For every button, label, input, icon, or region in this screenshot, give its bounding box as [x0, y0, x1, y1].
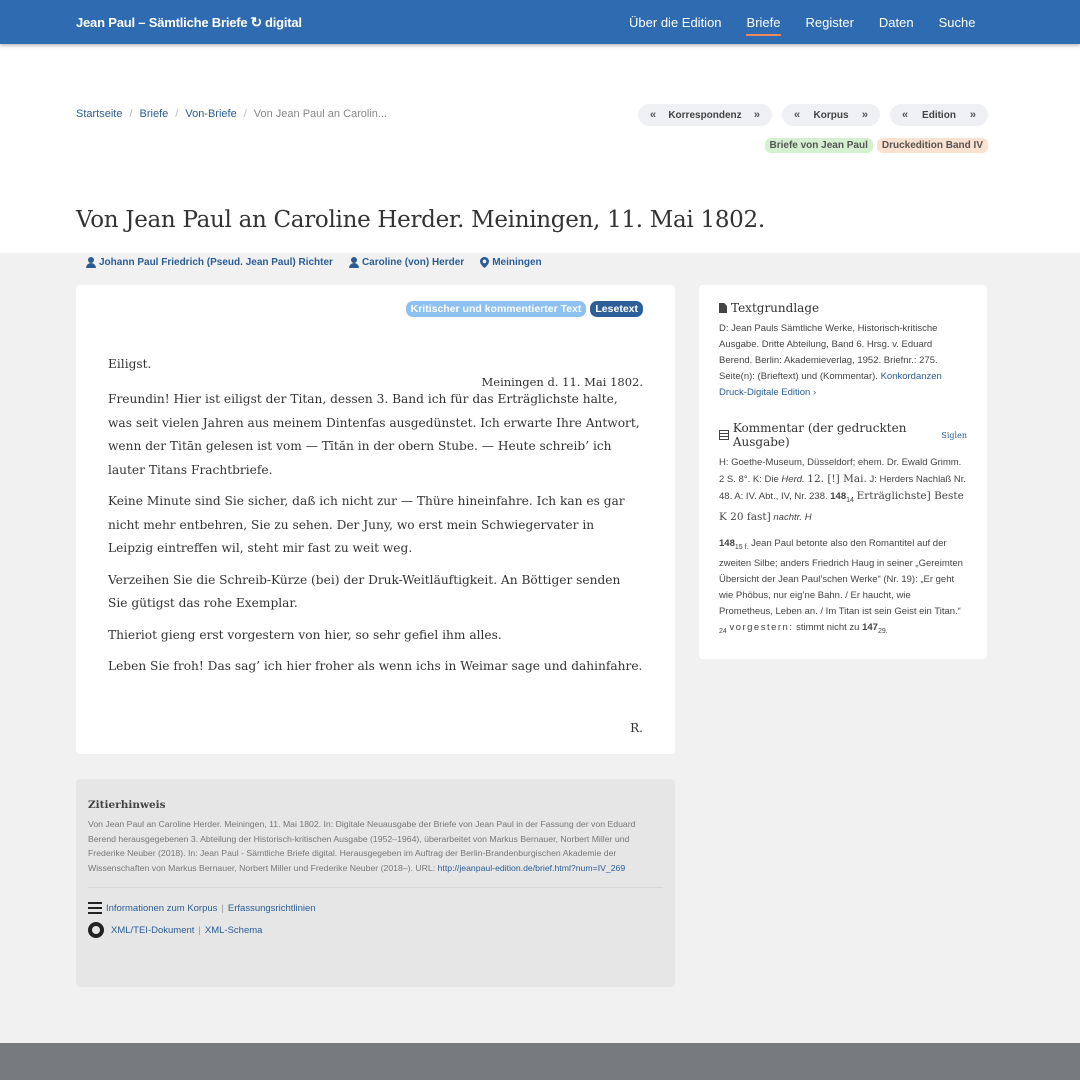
kommentar-text: Jean Paul betonte also den Romantitel auf der zweiten Silbe; anders Friedrich Haug in seiner „Gereimten Übersicht der Jean Paul’schen Werke“ (Nr. 19): „Er geht wie Phöbus, nur eig’ne Bahn. / Er haucht, wie Prometheus, Leben an. / Im Titan ist sein Geist ein Titan.“ — [719, 537, 963, 617]
nav-item-register[interactable]: Register — [805, 14, 854, 30]
citation-title: Zitierhinweis — [88, 799, 166, 811]
citation-body: Von Jean Paul an Caroline Herder. Meiningen, 11. Mai 1802. In: Digitale Neuausgabe der Briefe von Jean Paul in der Fassung der von Eduard Berend herausgegebenen 3. Abteilung der Historisch-kritischen Ausgabe (1952–1964), überarbeitet von Markus Bernauer, Norbert Miller und Frederike Neuber (2018). In: Jean Paul - Sämtliche Briefe digital. Herausgegeben im Auftrag der Berlin-Brandenburgischen Akademie der Wissenschaften von Markus Bernauer, Norbert Miller und Frederike Neuber (2018–). URL: — [88, 819, 636, 873]
sync-icon: ↻ — [250, 13, 262, 30]
recipient-name[interactable]: Caroline (von) Herder — [361, 257, 465, 268]
textgrundlage-heading — [719, 301, 967, 315]
text-view-switch — [406, 301, 643, 317]
chevron-double-right-icon[interactable]: » — [861, 109, 868, 121]
xml-tei-link[interactable]: XML/TEI-Dokument — [111, 924, 195, 936]
nav-item-daten[interactable]: Daten — [878, 14, 914, 30]
person-icon — [349, 257, 359, 268]
nav-item-edition[interactable]: Über die Edition — [629, 14, 722, 30]
konkordanzen-link[interactable]: Konkordanzen — [880, 371, 942, 382]
kommentar-ref-line: 29. — [877, 627, 888, 635]
map-marker-icon — [480, 257, 489, 268]
kommentar-text: H: Goethe-Museum, Düsseldorf; ehem. Dr. Ewald Grimm. 2 S. 8°. K: Die — [719, 457, 962, 485]
kommentar-heading — [719, 421, 967, 449]
divider — [88, 887, 663, 888]
guidelines-link[interactable]: Erfassungsrichtlinien — [227, 902, 316, 914]
tag-briefe-von-jean-paul[interactable]: Briefe von Jean Paul — [765, 138, 873, 153]
kommentar-text: J: Herders Nachlaß Nr. 48. A: IV. Abt., IV, Nr. 238. — [719, 474, 967, 502]
textgrundlage-text: D: Jean Pauls Sämtliche Werke, Historisch-kritische Ausgabe. Dritte Abteilung, Band 6. Hrsg. v. Eduard Berend. Berlin: Akademieverlag, 1952. Briefnr.: 275. Seite(n): (Brieftext) und (Kommentar). — [719, 323, 938, 382]
pager-korpus-label: Korpus — [813, 109, 849, 121]
citation-card — [76, 779, 675, 987]
letter-metadata — [86, 257, 542, 268]
person-icon — [86, 257, 96, 268]
kommentar-text: nachtr. H — [773, 511, 812, 523]
corpus-info-link[interactable]: Informationen zum Korpus — [106, 902, 218, 914]
chevron-double-right-icon[interactable]: » — [969, 109, 976, 121]
letter-paragraph: Leben Sie froh! Das sag’ ich hier froher als wenn ichs in Weimar sage und dahinfahre. — [108, 659, 643, 673]
kommentar-ref: 148 — [719, 537, 735, 549]
kommentar-ref-line: 15 f. — [734, 543, 749, 551]
pager-korrespondenz — [638, 104, 772, 126]
pager-korpus — [782, 104, 880, 126]
chevron-double-left-icon[interactable]: « — [902, 109, 909, 121]
breadcrumb-von-briefe[interactable]: Von-Briefe — [185, 108, 237, 120]
breadcrumb-startseite[interactable]: Startseite — [76, 108, 123, 120]
textgrundlage-title: Textgrundlage — [731, 301, 820, 315]
brand-suffix[interactable]: digital — [264, 14, 302, 30]
breadcrumb-current: Von Jean Paul an Carolin... — [253, 108, 388, 120]
letter-paragraph: Thieriot gieng erst vorgestern von hier, so sehr gefiel ihm alles. — [108, 627, 502, 642]
letter-opening: Eiligst. — [108, 357, 152, 371]
brand-title[interactable]: Jean Paul – Sämtliche Briefe — [76, 14, 248, 30]
tag-druckedition[interactable]: Druckedition Band IV — [877, 138, 988, 153]
top-navbar — [0, 0, 1080, 44]
tab-reading-text[interactable]: Lesetext — [590, 301, 643, 317]
letter-paragraph: Freundin! Hier ist eiligst der Titan, dessen 3. Band ich für das Erträglichste halte, was seit vielen Jahren aus meinem Dintenfas ausgedünstet. Ich erwarte Ihre Antwort, wenn der Titān gelesen ist vom — Tītăn in der obern Stube. — Heute schreib’ ich lauter Titans Frachtbriefe. — [108, 392, 640, 477]
kommentar-text: stimmt nicht zu — [796, 621, 860, 633]
page-title: Von Jean Paul an Caroline Herder. Meiningen, 11. Mai 1802. — [76, 207, 765, 233]
sender-link[interactable] — [86, 257, 333, 268]
pager-korrespondenz-label: Korrespondenz — [668, 109, 742, 121]
letter-paragraph: Keine Minute sind Sie sicher, daß ich nicht zur — Thüre hineinfahre. Ich kan es gar nicht mehr entbehren, Sie zu sehen. Der Juny, wo erst mein Schwiegervater in Leipzig eintreffen wil, steht mir fast zu weit weg. — [108, 494, 625, 555]
sender-name[interactable]: Johann Paul Friedrich (Pseud. Jean Paul) Richter — [99, 257, 333, 268]
file-icon — [719, 303, 727, 313]
siglen-link[interactable]: Siglen — [941, 430, 967, 440]
kommentar-text: 12. [!] Mai. — [807, 473, 867, 485]
breadcrumb-separator: / — [129, 108, 133, 120]
tab-critical-text[interactable]: Kritischer und kommentierter Text — [406, 301, 587, 317]
chevron-double-right-icon[interactable]: » — [753, 109, 760, 121]
book-icon — [719, 430, 729, 440]
kommentar-text: Erträglichste] Beste K 20 fast] — [719, 490, 964, 523]
citation-text — [88, 817, 663, 875]
letter-text — [108, 353, 643, 687]
citation-url-link[interactable]: http://jeanpaul-edition.de/brief.html?num=IV_269 — [437, 862, 626, 873]
page-header — [0, 44, 1080, 268]
xml-schema-link[interactable]: XML-Schema — [204, 924, 263, 936]
page-footer — [0, 1043, 1080, 1080]
chevron-double-left-icon[interactable]: « — [794, 109, 801, 121]
text-lines-icon — [88, 902, 102, 914]
druck-digitale-edition-link[interactable]: Druck-Digitale Edition › — [719, 387, 817, 398]
link-separator: | — [221, 902, 224, 914]
kommentar-body — [719, 455, 967, 640]
kommentar-ref: 148 — [830, 491, 847, 502]
textgrundlage-body — [719, 321, 967, 401]
kommentar-ref-line: 14 — [846, 496, 854, 504]
chevron-double-left-icon[interactable]: « — [650, 109, 657, 121]
letter-signature: R. — [630, 721, 643, 735]
kommentar-ref: 147 — [862, 621, 878, 633]
main-nav — [617, 15, 988, 30]
pager-edition — [890, 104, 988, 126]
kommentar-title: Kommentar (der gedruckten Ausgabe) — [732, 421, 907, 449]
breadcrumb-briefe[interactable]: Briefe — [139, 108, 169, 120]
kommentar-ref-line: 24 — [719, 627, 727, 635]
corpus-info-row — [88, 902, 663, 914]
site-brand[interactable] — [76, 14, 302, 31]
sidebar-card — [699, 285, 987, 659]
letter-date: Meiningen d. 11. Mai 1802. — [481, 374, 643, 389]
link-separator: | — [198, 924, 201, 936]
place-name[interactable]: Meiningen — [492, 257, 542, 268]
corpus-tags — [765, 138, 989, 153]
breadcrumb-separator: / — [243, 108, 247, 120]
breadcrumb-separator: / — [175, 108, 179, 120]
nav-item-suche[interactable]: Suche — [938, 14, 976, 30]
recipient-link[interactable] — [349, 257, 464, 268]
github-icon — [88, 922, 104, 938]
pager-pills — [638, 104, 988, 126]
nav-item-briefe[interactable]: Briefe — [734, 15, 793, 30]
place-link[interactable] — [480, 257, 541, 268]
letter-card — [76, 285, 675, 754]
kommentar-text: Herd. — [781, 474, 805, 485]
pager-edition-label: Edition — [922, 109, 956, 121]
breadcrumb — [76, 108, 387, 120]
kommentar-note — [719, 536, 967, 640]
letter-paragraph: Verzeihen Sie die Schreib-Kürze (bei) der Druk-Weitläuftigkeit. An Böttiger senden Sie gütigst das rohe Exemplar. — [108, 572, 621, 610]
xml-row — [88, 922, 663, 938]
kommentar-text: vorgestern: — [729, 621, 794, 633]
